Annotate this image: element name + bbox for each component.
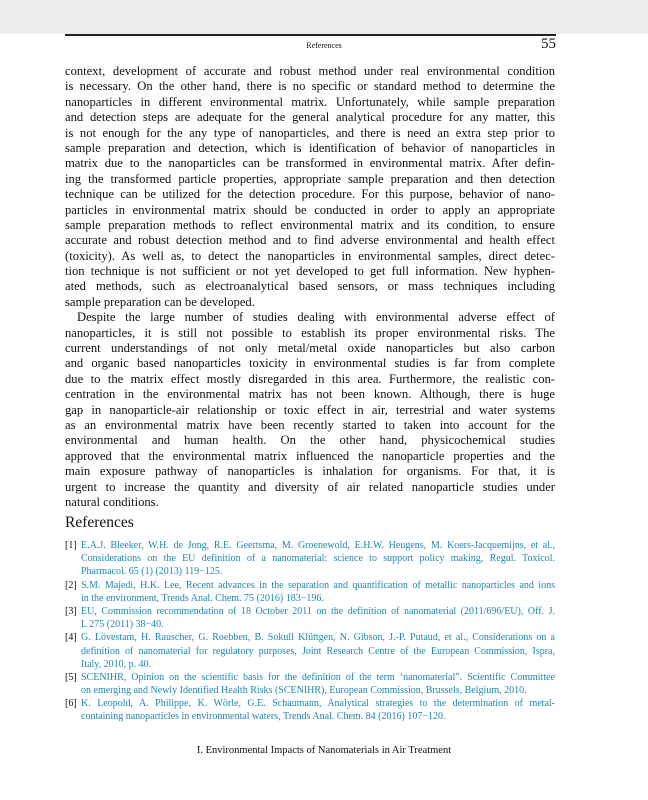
reference-item [65,631,555,671]
text-line: environmental and human health. On the other hand, physicochemical studies [65,433,555,448]
text-line: due to the matrix effect mostly disregarded in this area. Furthermore, the realistic con- [65,371,555,386]
reference-link-line[interactable]: K. Leopold, A. Philippe, K. Wörle, G.E. Schaumann, Analytical strategies to the determination of metal- [81,698,555,710]
text-line: accurate and robust detection method and to find adverse environmental and health effect [65,233,555,248]
text-line: sample preparation can be developed. [65,294,255,309]
reference-number: [2] [65,579,77,591]
reference-number: [5] [65,671,77,683]
text-line: nanoparticles in different environmental matrix. Unfortunately, while sample preparation [65,94,555,109]
text-line: urgent to increase the quantity and diversity of air related nanoparticle studies under [65,479,555,494]
text-line: sample preparation and detection, which is identification of behavior of nanoparticles in [65,140,555,155]
reference-link-line[interactable]: S.M. Majedi, H.K. Lee, Recent advances in the separation and quantification of metallic nanoparticles and ions [81,579,555,591]
reference-item [65,671,555,697]
reference-link-line[interactable]: E.A.J. Bleeker, W.H. de Jong, R.E. Geertsma, M. Groenewold, E.H.W. Heugens, M. Koers-Jacquemijns, et al., [81,540,555,551]
reference-link-line[interactable]: Pharmacol. 65 (1) (2013) 119−125. [81,566,223,578]
references-heading: References [65,514,134,531]
text-line: gap in nanoparticle-air relationship or toxic effect in air, terrestrial and water systems [65,402,555,417]
reference-item [65,697,555,723]
reference-link-line[interactable]: in the environment, Trends Anal. Chem. 75 (2016) 183−196. [81,592,324,604]
text-line: and detection steps are adequate for the general analytical procedure for any matter, this [65,110,555,125]
text-line: tion technique is not sufficient or not yet developed to get full information. New hyphen- [65,264,555,279]
running-title: References [306,41,342,50]
text-line: current understandings of not only metal/metal oxide nanoparticles but also carbon [65,341,555,356]
reference-number: [1] [65,540,77,551]
text-line: technique can be utilized for the detection procedure. For this purpose, behavior of nano- [65,187,555,202]
reference-link-line[interactable]: containing nanoparticles in environmental waters, Trends Anal. Chem. 84 (2016) 107−120. [81,711,446,723]
body-text [65,64,555,510]
references-list [65,539,555,724]
text-line: matrix due to the nanoparticles can be transformed in environmental matrix. After defin- [65,156,555,171]
text-line: is not enough for the any type of nanoparticles, and there is need an extra step prior to [65,125,555,140]
text-line: context, development of accurate and robust method under real environmental condition [65,64,555,78]
paragraph [65,64,555,310]
text-line: sample preparation methods to reflect environmental matrix and its condition, to ensure [65,217,555,232]
text-line: nanoparticles, it is still not possible to establish its proper environmental risks. The [65,325,555,340]
reference-item [65,579,555,605]
reference-link-line[interactable]: EU, Commission recommendation of 18 October 2011 on the definition of nanomaterial (2011/696/EU), Off. J. [81,605,555,617]
text-line: as an environmental matrix have been recently started to taken into account for the [65,417,555,432]
reference-link-line[interactable]: G. Lövestam, H. Rauscher, G. Roebben, B. Sokull Klüttgen, N. Gibson, J.-P. Putaud, et al., Considerations on a [81,632,555,644]
reference-item [65,539,555,579]
reference-link-line[interactable]: definition of nanomaterial for regulatory purposes, Joint Research Centre of the European Commission, Ispra, [81,645,555,657]
text-line: centration in the environmental matrix has not been known. Although, there is huge [65,387,555,402]
reference-item [65,605,555,631]
text-line: (toxicity). As well as, to detect the nanoparticles in environmental samples, direct detec- [65,248,555,263]
reference-number: [3] [65,605,77,617]
page-top-band [0,0,648,34]
reference-link-line[interactable]: Considerations on the EU definition of a nanomaterial: science to support policy making, Regul. Toxicol. [81,553,555,565]
text-line: natural conditions. [65,494,159,509]
text-line: Despite the large number of studies dealing with environmental adverse effect of [77,310,555,325]
page-number: 55 [541,36,556,52]
reference-link-line[interactable]: L 275 (2011) 38−40. [81,619,164,631]
text-line: and organic based nanoparticles toxicity in environmental studies is far from complete [65,356,555,371]
header-rule [65,34,556,36]
reference-link-line[interactable]: Italy, 2010, p. 40. [81,658,152,670]
page-footer: I. Environmental Impacts of Nanomaterials in Air Treatment [196,745,452,756]
text-line: approved that the environmental matrix influenced the nanoparticle properties and the [65,448,555,463]
paragraph [65,310,555,510]
reference-link-line[interactable]: SCENIHR, Opinion on the scientific basis for the definition of the term ‘nanomaterial”. Scientific Committee [81,671,555,683]
text-line: is necessary. On the other hand, there is no specific or standard method to determine the [65,79,555,94]
text-line: ing the transformed particle properties, appropriate sample preparation and then detection [65,171,555,186]
reference-link-line[interactable]: on emerging and Newly Identified Health Risks (SCENIHR), European Commission, Brussels, Belgium, 2010. [81,685,527,697]
text-line: ated methods, such as electroanalytical based sensors, or mass techniques including [65,279,555,294]
text-line: particles in environmental matrix should be conducted in order to apply an appropriate [65,202,555,217]
reference-number: [6] [65,698,77,710]
reference-number: [4] [65,632,77,644]
text-line: main exposure pathway of nanoparticles is inhalation for organisms. For that, it is [65,464,555,479]
